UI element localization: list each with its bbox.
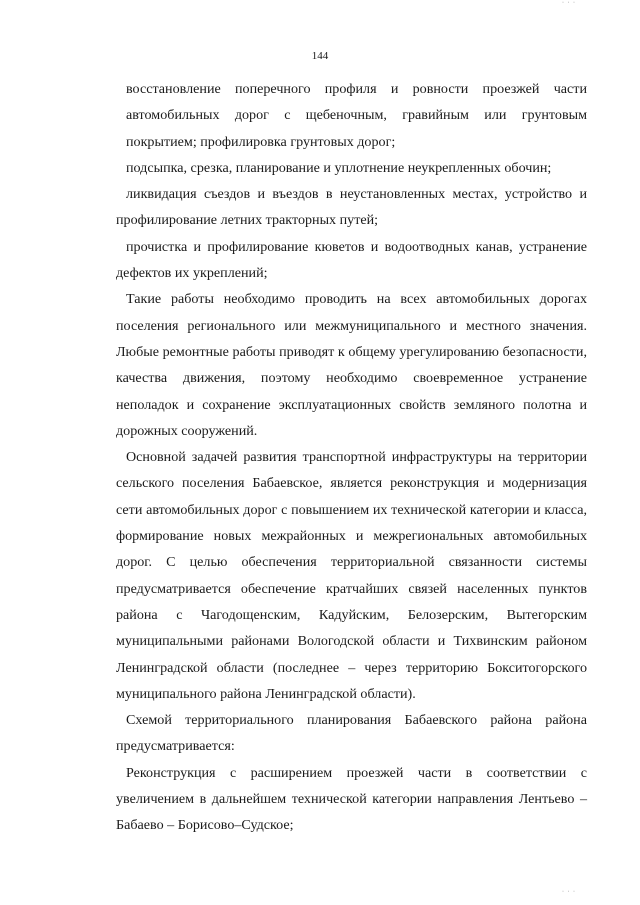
paragraph-reconstruction: Реконструкция с расширением проезжей части в соответствии с увеличением в дальнейшем технической категории направления Лентьево – Бабаево – Борисово–Судское; [116, 764, 587, 834]
paragraph-shoulders: подсыпка, срезка, планирование и уплотнение неукрепленных обочин; [126, 159, 552, 176]
page-number: 144 [311, 50, 329, 62]
paragraph-ditches-cleaning: прочистка и профилирование кюветов и водоотводных канав, устранение дефектов их укреплений; [116, 238, 587, 282]
document-body [116, 76, 587, 839]
scan-mark-top: · · · [562, 0, 576, 6]
paragraph-scheme-intro: Схемой территориального планирования Бабаевского района района предусматривается: [116, 712, 587, 755]
paragraph-main-task: Основной задачей развития транспортной инфраструктуры на территории сельского поселения Бабаевское, является реконструкция и модернизация сети автомобильных дорог с повышением их технической категории и класса, формирование новых межрайонных и межрегиональных автомобильных дорог. С целью обеспечения территориальной связанности системы предусматривается обеспечение кратчайших связей населенных пунктов района с Чагодощенским, Кадуйским, Белозерским, Вытегорским муниципальными районами Вологодской области и Тихвинским районом Ленинградской области (последнее – через территорию Бокситогорского муниципального района Ленинградской области). [116, 449, 587, 702]
paragraph-profile-restoration: восстановление поперечного профиля и ровности проезжей части автомобильных дорог с щебеночным, гравийным или грунтовым покрытием; профилировка грунтовых дорог; [126, 81, 587, 150]
scan-mark-bottom: · · · [562, 889, 576, 895]
paragraph-exits-liquidation: ликвидация съездов и въездов в неустановленных местах, устройство и профилирование летних тракторных путей; [116, 186, 587, 229]
paragraph-works-necessity: Такие работы необходимо проводить на всех автомобильных дорогах поселения регионального или межмуниципального и местного значения. Любые ремонтные работы приводят к общему урегулированию безопасности, качества движения, поэтому необходимо своевременное устранение неполадок и сохранение эксплуатационных свойств земляного полотна и дорожных сооружений. [116, 291, 587, 439]
